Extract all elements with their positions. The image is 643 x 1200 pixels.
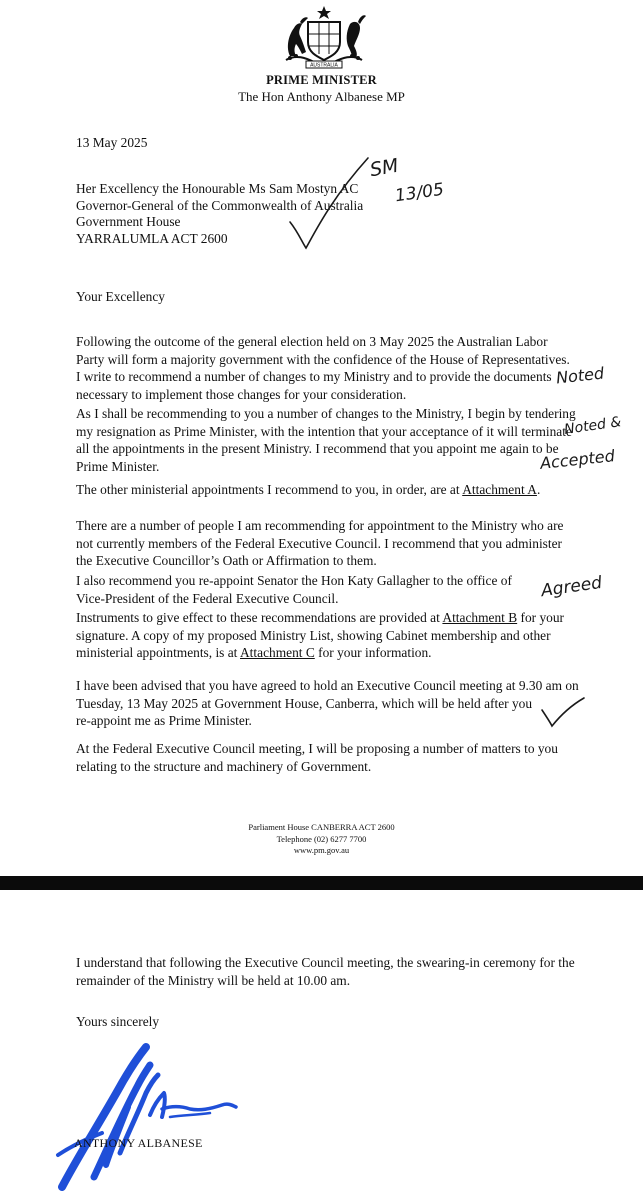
- letterhead-name: The Hon Anthony Albanese MP: [238, 89, 405, 104]
- paragraph-line: I have been advised that you have agreed to hold an Executive Council meeting at 9.30 am on: [76, 678, 579, 693]
- paragraph-line: Vice-President of the Federal Executive Council.: [76, 590, 339, 606]
- paragraph: [76, 572, 576, 607]
- paragraph-line: There are a number of people I am recommending for appointment to the Ministry who are: [76, 518, 564, 533]
- letter-date: 13 May 2025: [76, 135, 148, 150]
- paragraph-text: ministerial appointments, is at: [76, 645, 241, 660]
- paragraph: [76, 954, 596, 989]
- noted-accepted-annotation: Noted &: [563, 414, 623, 438]
- recipient-line: Her Excellency the Honourable Ms Sam Mostyn AC: [76, 181, 359, 196]
- paragraph-line: [76, 644, 576, 662]
- paragraph-text: .: [536, 482, 541, 497]
- salutation: Your Excellency: [76, 289, 166, 304]
- noted-accepted-annotation: Accepted: [539, 446, 616, 473]
- footer-telephone: Telephone (02) 6277 7700: [276, 833, 367, 844]
- paragraph-line: necessary to implement those changes for your consideration.: [76, 386, 407, 402]
- paragraph-line: As I shall be recommending to you a number of changes to the Ministry, I begin by tendering: [76, 406, 576, 421]
- initials-date-annotation: 13/05: [393, 179, 446, 207]
- signature-image: [50, 1035, 250, 1200]
- paragraph-line: [76, 609, 576, 627]
- paragraph: [76, 677, 579, 730]
- paragraph-line: At the Federal Executive Council meeting, I will be proposing a number of matters to you: [76, 741, 558, 756]
- paragraph: [76, 740, 576, 775]
- paragraph: [76, 405, 576, 475]
- coat-of-arms-icon: [276, 4, 372, 70]
- recipient-line: Governor-General of the Commonwealth of Australia: [76, 197, 364, 213]
- paragraph-line: Prime Minister.: [76, 458, 160, 474]
- letter-footer: [0, 822, 643, 857]
- paragraph-line: Tuesday, 13 May 2025 at Government House, Canberra, which will be held after you: [76, 695, 533, 711]
- footer-website: www.pm.gov.au: [293, 845, 350, 855]
- paragraph-line: Party will form a majority government with the confidence of the House of Representatives.: [76, 351, 570, 367]
- recipient-line: Government House: [76, 214, 181, 229]
- paragraph: [76, 609, 576, 662]
- paragraph-line: all the appointments in the present Ministry. I recommend that you appoint me again to be: [76, 441, 559, 456]
- paragraph: [76, 333, 576, 403]
- paragraph-line: remainder of the Ministry will be held at 10.00 am.: [76, 972, 351, 988]
- svg-text:AUSTRALIA: AUSTRALIA: [310, 62, 338, 69]
- paragraph: [76, 481, 576, 499]
- paragraph: [76, 517, 576, 570]
- paragraph-text: Instruments to give effect to these recommendations are provided at: [76, 610, 443, 625]
- agreed-annotation: Agreed: [539, 572, 604, 602]
- signatory-name: ANTHONY ALBANESE: [74, 1136, 203, 1150]
- paragraph-text: for your information.: [314, 645, 432, 660]
- paragraph-line: relating to the structure and machinery of Government.: [76, 758, 372, 774]
- closing: Yours sincerely: [76, 1014, 160, 1029]
- page-divider: [0, 876, 643, 890]
- paragraph-line: signature. A copy of my proposed Ministry List, showing Cabinet membership and other: [76, 627, 551, 643]
- checkmark-icon: [538, 694, 588, 730]
- noted-annotation: Noted: [555, 363, 605, 388]
- attachment-a-link[interactable]: Attachment A: [462, 482, 537, 497]
- initials-annotation: SM: [368, 154, 401, 182]
- paragraph-line: I understand that following the Executive Council meeting, the swearing-in ceremony for the: [76, 955, 575, 970]
- letter-page-2: [0, 890, 643, 1200]
- paragraph-line: Following the outcome of the general election held on 3 May 2025 the Australian Labor: [76, 334, 548, 349]
- paragraph-text: for your: [517, 610, 565, 625]
- paragraph-line: I write to recommend a number of changes to my Ministry and to provide the documents: [76, 369, 552, 384]
- recipient-line: YARRALUMLA ACT 2600: [76, 230, 228, 246]
- attachment-b-link[interactable]: Attachment B: [442, 610, 518, 625]
- paragraph-line: [76, 481, 576, 499]
- paragraph-line: I also recommend you re-appoint Senator the Hon Katy Gallagher to the office of: [76, 573, 512, 588]
- paragraph-line: my resignation as Prime Minister, with the intention that your acceptance of it will terminate: [76, 423, 572, 439]
- letterhead-office: PRIME MINISTER: [266, 73, 377, 87]
- paragraph-line: not currently members of the Federal Executive Council. I recommend that you administer: [76, 535, 563, 551]
- paragraph-line: re-appoint me as Prime Minister.: [76, 713, 252, 728]
- footer-address: Parliament House CANBERRA ACT 2600: [248, 822, 395, 832]
- paragraph-line: the Executive Councillor’s Oath or Affirmation to them.: [76, 553, 377, 568]
- paragraph-text: The other ministerial appointments I recommend to you, in order, are at: [76, 482, 463, 497]
- attachment-c-link[interactable]: Attachment C: [240, 645, 315, 660]
